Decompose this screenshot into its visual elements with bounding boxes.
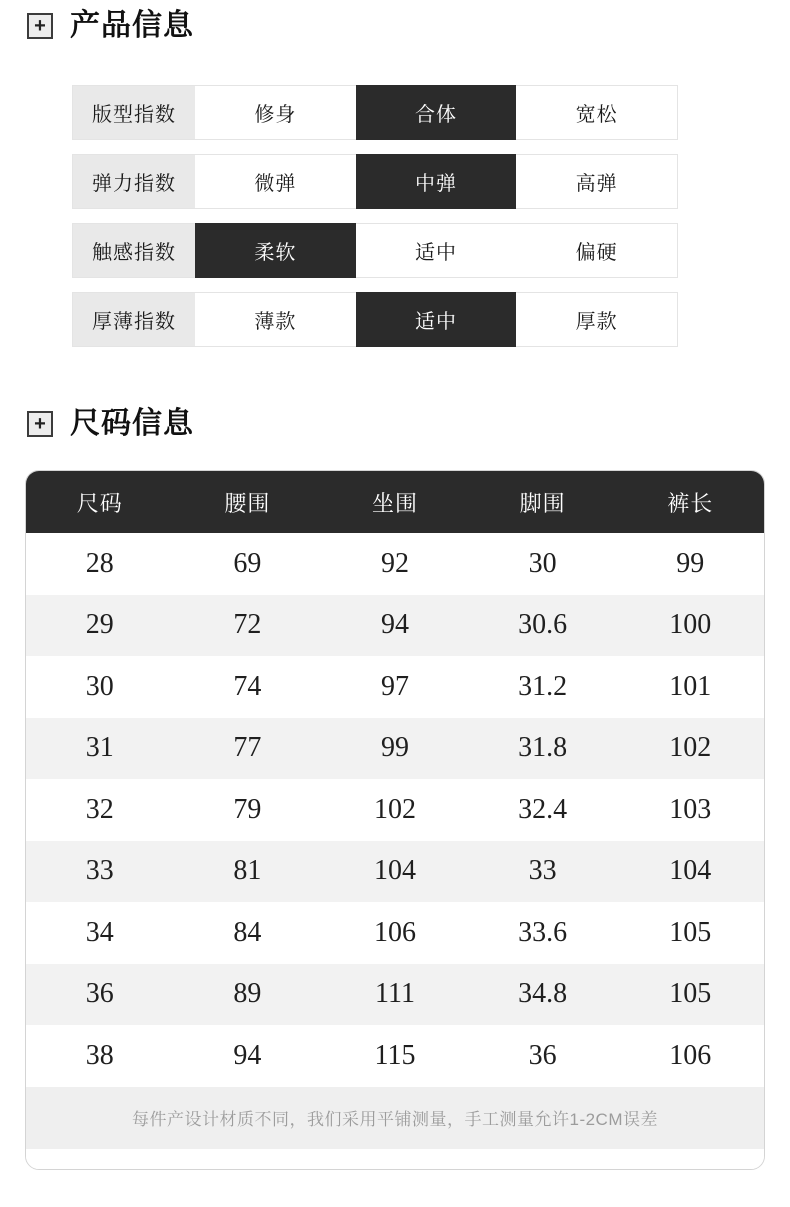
table-row bbox=[26, 718, 764, 780]
table-row bbox=[26, 779, 764, 841]
attr-option: 适中 bbox=[356, 292, 517, 347]
cell-leg: 30.6 bbox=[518, 609, 568, 641]
cell-length: 100 bbox=[669, 609, 712, 641]
cell-seat: 99 bbox=[380, 732, 409, 764]
attr-label-touch: 触感指数 bbox=[73, 224, 195, 277]
cell-seat: 94 bbox=[380, 609, 409, 641]
cell-length: 103 bbox=[669, 793, 712, 825]
table-row bbox=[26, 533, 764, 595]
cell-waist: 74 bbox=[233, 670, 262, 702]
attr-label-fit: 版型指数 bbox=[73, 86, 195, 139]
cell-leg: 33.6 bbox=[518, 916, 568, 948]
cell-waist: 89 bbox=[233, 978, 262, 1010]
table-row bbox=[26, 656, 764, 718]
cell-size: 33 bbox=[85, 855, 114, 887]
cell-leg: 31.2 bbox=[518, 670, 568, 702]
attr-option: 高弹 bbox=[575, 173, 618, 195]
cell-length: 99 bbox=[676, 547, 705, 579]
cell-leg: 30 bbox=[528, 547, 557, 579]
table-row bbox=[26, 595, 764, 657]
cell-waist: 81 bbox=[233, 855, 262, 887]
cell-waist: 72 bbox=[233, 609, 262, 641]
section-title-product-info: 产品信息 bbox=[70, 9, 194, 42]
cell-waist: 69 bbox=[233, 547, 262, 579]
cell-seat: 97 bbox=[380, 670, 409, 702]
cell-size: 28 bbox=[85, 547, 114, 579]
cell-size: 32 bbox=[85, 793, 114, 825]
table-row bbox=[26, 841, 764, 903]
cell-size: 30 bbox=[85, 670, 114, 702]
cell-seat: 111 bbox=[375, 978, 415, 1010]
attr-option: 偏硬 bbox=[575, 242, 618, 264]
size-col-header-leg-opening: 脚围 bbox=[519, 490, 566, 516]
size-table-body bbox=[26, 533, 764, 1087]
plus-icon: + bbox=[27, 13, 53, 39]
cell-leg: 31.8 bbox=[518, 732, 568, 764]
cell-length: 101 bbox=[669, 670, 712, 702]
measurement-note: 每件产设计材质不同，我们采用平铺测量，手工测量允许1-2CM误差 bbox=[26, 1087, 764, 1149]
cell-waist: 84 bbox=[233, 916, 262, 948]
attr-option: 宽松 bbox=[575, 104, 618, 126]
cell-leg: 32.4 bbox=[518, 793, 568, 825]
size-table-card bbox=[25, 470, 765, 1170]
cell-size: 38 bbox=[85, 1039, 114, 1071]
cell-size: 36 bbox=[85, 978, 114, 1010]
size-col-header-size: 尺码 bbox=[76, 490, 123, 516]
attr-row-elasticity bbox=[72, 154, 678, 209]
cell-length: 105 bbox=[669, 916, 712, 948]
cell-leg: 33 bbox=[528, 855, 557, 887]
attr-option: 合体 bbox=[356, 85, 517, 140]
product-attributes-table bbox=[72, 85, 678, 347]
attr-row-fit bbox=[72, 85, 678, 140]
attr-option: 柔软 bbox=[195, 223, 356, 278]
cell-size: 29 bbox=[85, 609, 114, 641]
attr-option: 薄款 bbox=[254, 311, 297, 333]
product-info-header bbox=[27, 10, 790, 42]
attr-row-touch bbox=[72, 223, 678, 278]
card-footer-spacer bbox=[26, 1149, 764, 1169]
size-info-header bbox=[27, 408, 790, 440]
cell-length: 105 bbox=[669, 978, 712, 1010]
attr-option: 微弹 bbox=[254, 173, 297, 195]
cell-leg: 36 bbox=[528, 1039, 557, 1071]
plus-icon: + bbox=[27, 411, 53, 437]
size-col-header-length: 裤长 bbox=[667, 490, 714, 516]
attr-row-thickness bbox=[72, 292, 678, 347]
cell-seat: 115 bbox=[374, 1039, 416, 1071]
attr-option: 中弹 bbox=[356, 154, 517, 209]
size-col-header-seat: 坐围 bbox=[371, 490, 418, 516]
attr-label-elasticity: 弹力指数 bbox=[73, 155, 195, 208]
cell-seat: 104 bbox=[373, 855, 416, 887]
attr-option: 厚款 bbox=[575, 311, 618, 333]
cell-size: 34 bbox=[85, 916, 114, 948]
cell-waist: 79 bbox=[233, 793, 262, 825]
cell-leg: 34.8 bbox=[518, 978, 568, 1010]
table-row bbox=[26, 1025, 764, 1087]
cell-seat: 92 bbox=[380, 547, 409, 579]
cell-length: 104 bbox=[669, 855, 712, 887]
cell-seat: 106 bbox=[373, 916, 416, 948]
table-row bbox=[26, 964, 764, 1026]
size-table-header-row bbox=[26, 471, 764, 533]
section-title-size-info: 尺码信息 bbox=[70, 407, 194, 440]
cell-waist: 77 bbox=[233, 732, 262, 764]
cell-waist: 94 bbox=[233, 1039, 262, 1071]
table-row bbox=[26, 902, 764, 964]
cell-length: 102 bbox=[669, 732, 712, 764]
cell-length: 106 bbox=[669, 1039, 712, 1071]
attr-option: 修身 bbox=[254, 104, 297, 126]
cell-seat: 102 bbox=[373, 793, 416, 825]
cell-size: 31 bbox=[85, 732, 114, 764]
attr-label-thickness: 厚薄指数 bbox=[73, 293, 195, 346]
product-detail-page bbox=[0, 10, 790, 1170]
size-col-header-waist: 腰围 bbox=[224, 490, 271, 516]
attr-option: 适中 bbox=[415, 242, 457, 264]
